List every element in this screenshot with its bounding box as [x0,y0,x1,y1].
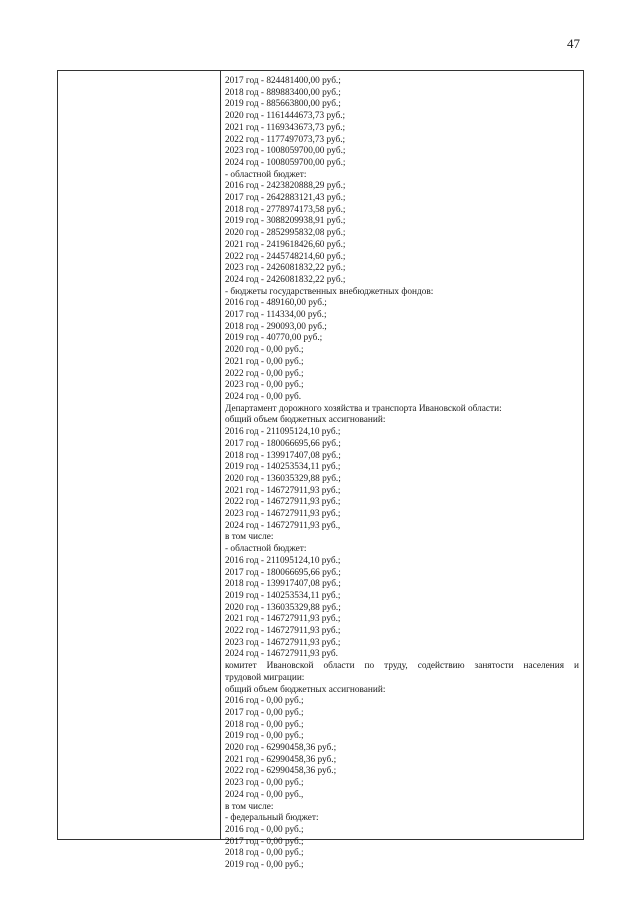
text-line: 2018 год - 0,00 руб.; [225,719,304,730]
text-line: 2017 год - 180066695,66 руб.; [225,438,341,449]
text-line: 2022 год - 0,00 руб.; [225,368,304,379]
text-line: 2018 год - 139917407,08 руб.; [225,450,341,461]
text-line: 2024 год - 0,00 руб. [225,391,302,402]
text-line: 2022 год - 2445748214,60 руб.; [225,251,346,262]
text-line: 2023 год - 2426081832,22 руб.; [225,263,346,274]
text-line: 2019 год - 885663800,00 руб.; [225,99,341,110]
text-line: 2016 год - 2423820888,29 руб.; [225,181,346,192]
text-line: 2017 год - 0,00 руб.; [225,707,304,718]
text-line: - областной бюджет: [225,544,307,555]
text-line: 2017 год - 114334,00 руб.; [225,310,327,321]
text-line: 2020 год - 2852995832,08 руб.; [225,228,346,239]
text-line: Департамент дорожного хозяйства и транспорта Ивановской области: [225,403,502,414]
text-line: 2024 год - 0,00 руб., [225,789,304,800]
text-line: - областной бюджет: [225,169,307,180]
text-line: 2021 год - 2419618426,60 руб.; [225,239,346,250]
text-line: 2018 год - 0,00 руб.; [225,848,304,859]
text-line: 2021 год - 1169343673,73 руб.; [225,122,346,133]
text-line: 2020 год - 62990458,36 руб.; [225,743,337,754]
text-line: 2017 год - 180066695,66 руб.; [225,567,341,578]
text-line: 2017 год - 824481400,00 руб.; [225,76,341,86]
text-line: 2022 год - 1177497073,73 руб.; [225,134,346,145]
text-line: 2017 год - 2642883121,43 руб.; [225,193,346,204]
text-line: 2018 год - 139917407,08 руб.; [225,579,341,590]
text-line: 2019 год - 0,00 руб.; [225,860,304,871]
text-line: 2023 год - 0,00 руб.; [225,380,304,391]
text-line: трудовой миграции: [225,672,305,683]
text-line: в том числе: [225,801,274,812]
text-line: 2022 год - 62990458,36 руб.; [225,766,337,777]
text-line: 2023 год - 1008059700,00 руб.; [225,146,346,157]
text-line: 2019 год - 0,00 руб.; [225,731,304,742]
text-line: 2020 год - 0,00 руб.; [225,345,304,356]
text-line: 2016 год - 489160,00 руб.; [225,298,327,309]
text-line: в том числе: [225,532,274,543]
text-line: 2020 год - 136035329,88 руб.; [225,602,341,613]
text-line: 2016 год - 0,00 руб.; [225,825,304,835]
text-line: 2019 год - 40770,00 руб.; [225,333,323,344]
text-line: 2020 год - 136035329,88 руб.; [225,473,341,484]
text-line: 2017 год - 0,00 руб.; [225,836,304,847]
text-line: 2016 год - 211095124,10 руб.; [225,555,341,566]
text-line: 2018 год - 290093,00 руб.; [225,321,327,332]
text-line: 2021 год - 62990458,36 руб.; [225,754,337,765]
text-line: - федеральный бюджет: [225,813,319,824]
table-right-column [221,71,583,871]
text-line: 2022 год - 146727911,93 руб.; [225,497,341,508]
text-line: 2018 год - 889883400,00 руб.; [225,87,341,98]
text-line: общий объем бюджетных ассигнований: [225,684,386,695]
table-left-column [58,71,221,839]
text-line: 2020 год - 1161444673,73 руб.; [225,111,346,122]
text-line: 2019 год - 140253534,11 руб.; [225,590,341,601]
text-line: 2023 год - 0,00 руб.; [225,778,304,789]
text-line: - бюджеты государственных внебюджетных фондов: [225,286,434,297]
text-line: 2021 год - 146727911,93 руб.; [225,614,341,625]
text-line: 2022 год - 146727911,93 руб.; [225,626,341,637]
text-line: 2023 год - 146727911,93 руб.; [225,637,341,648]
text-line: 2019 год - 3088209938,91 руб.; [225,216,346,227]
text-line: 2016 год - 211095124,10 руб.; [225,427,341,438]
text-line: 2023 год - 146727911,93 руб.; [225,509,341,520]
text-line: 2024 год - 146727911,93 руб., [225,520,341,531]
text-line: 2024 год - 2426081832,22 руб.; [225,274,346,285]
text-line: 2021 год - 146727911,93 руб.; [225,485,341,496]
text-line: общий объем бюджетных ассигнований: [225,415,386,426]
document-table [57,70,584,871]
text-line: 2024 год - 146727911,93 руб. [225,649,338,660]
text-line: 2016 год - 0,00 руб.; [225,696,304,707]
text-line: 2024 год - 1008059700,00 руб.; [225,157,346,168]
text-line: 2019 год - 140253534,11 руб.; [225,462,341,473]
text-line: комитет Ивановской области по труду, содействию занятости населения и [225,661,579,672]
text-line: 2021 год - 0,00 руб.; [225,356,304,367]
text-line: 2018 год - 2778974173,58 руб.; [225,204,346,215]
page-number: 47 [567,36,580,51]
